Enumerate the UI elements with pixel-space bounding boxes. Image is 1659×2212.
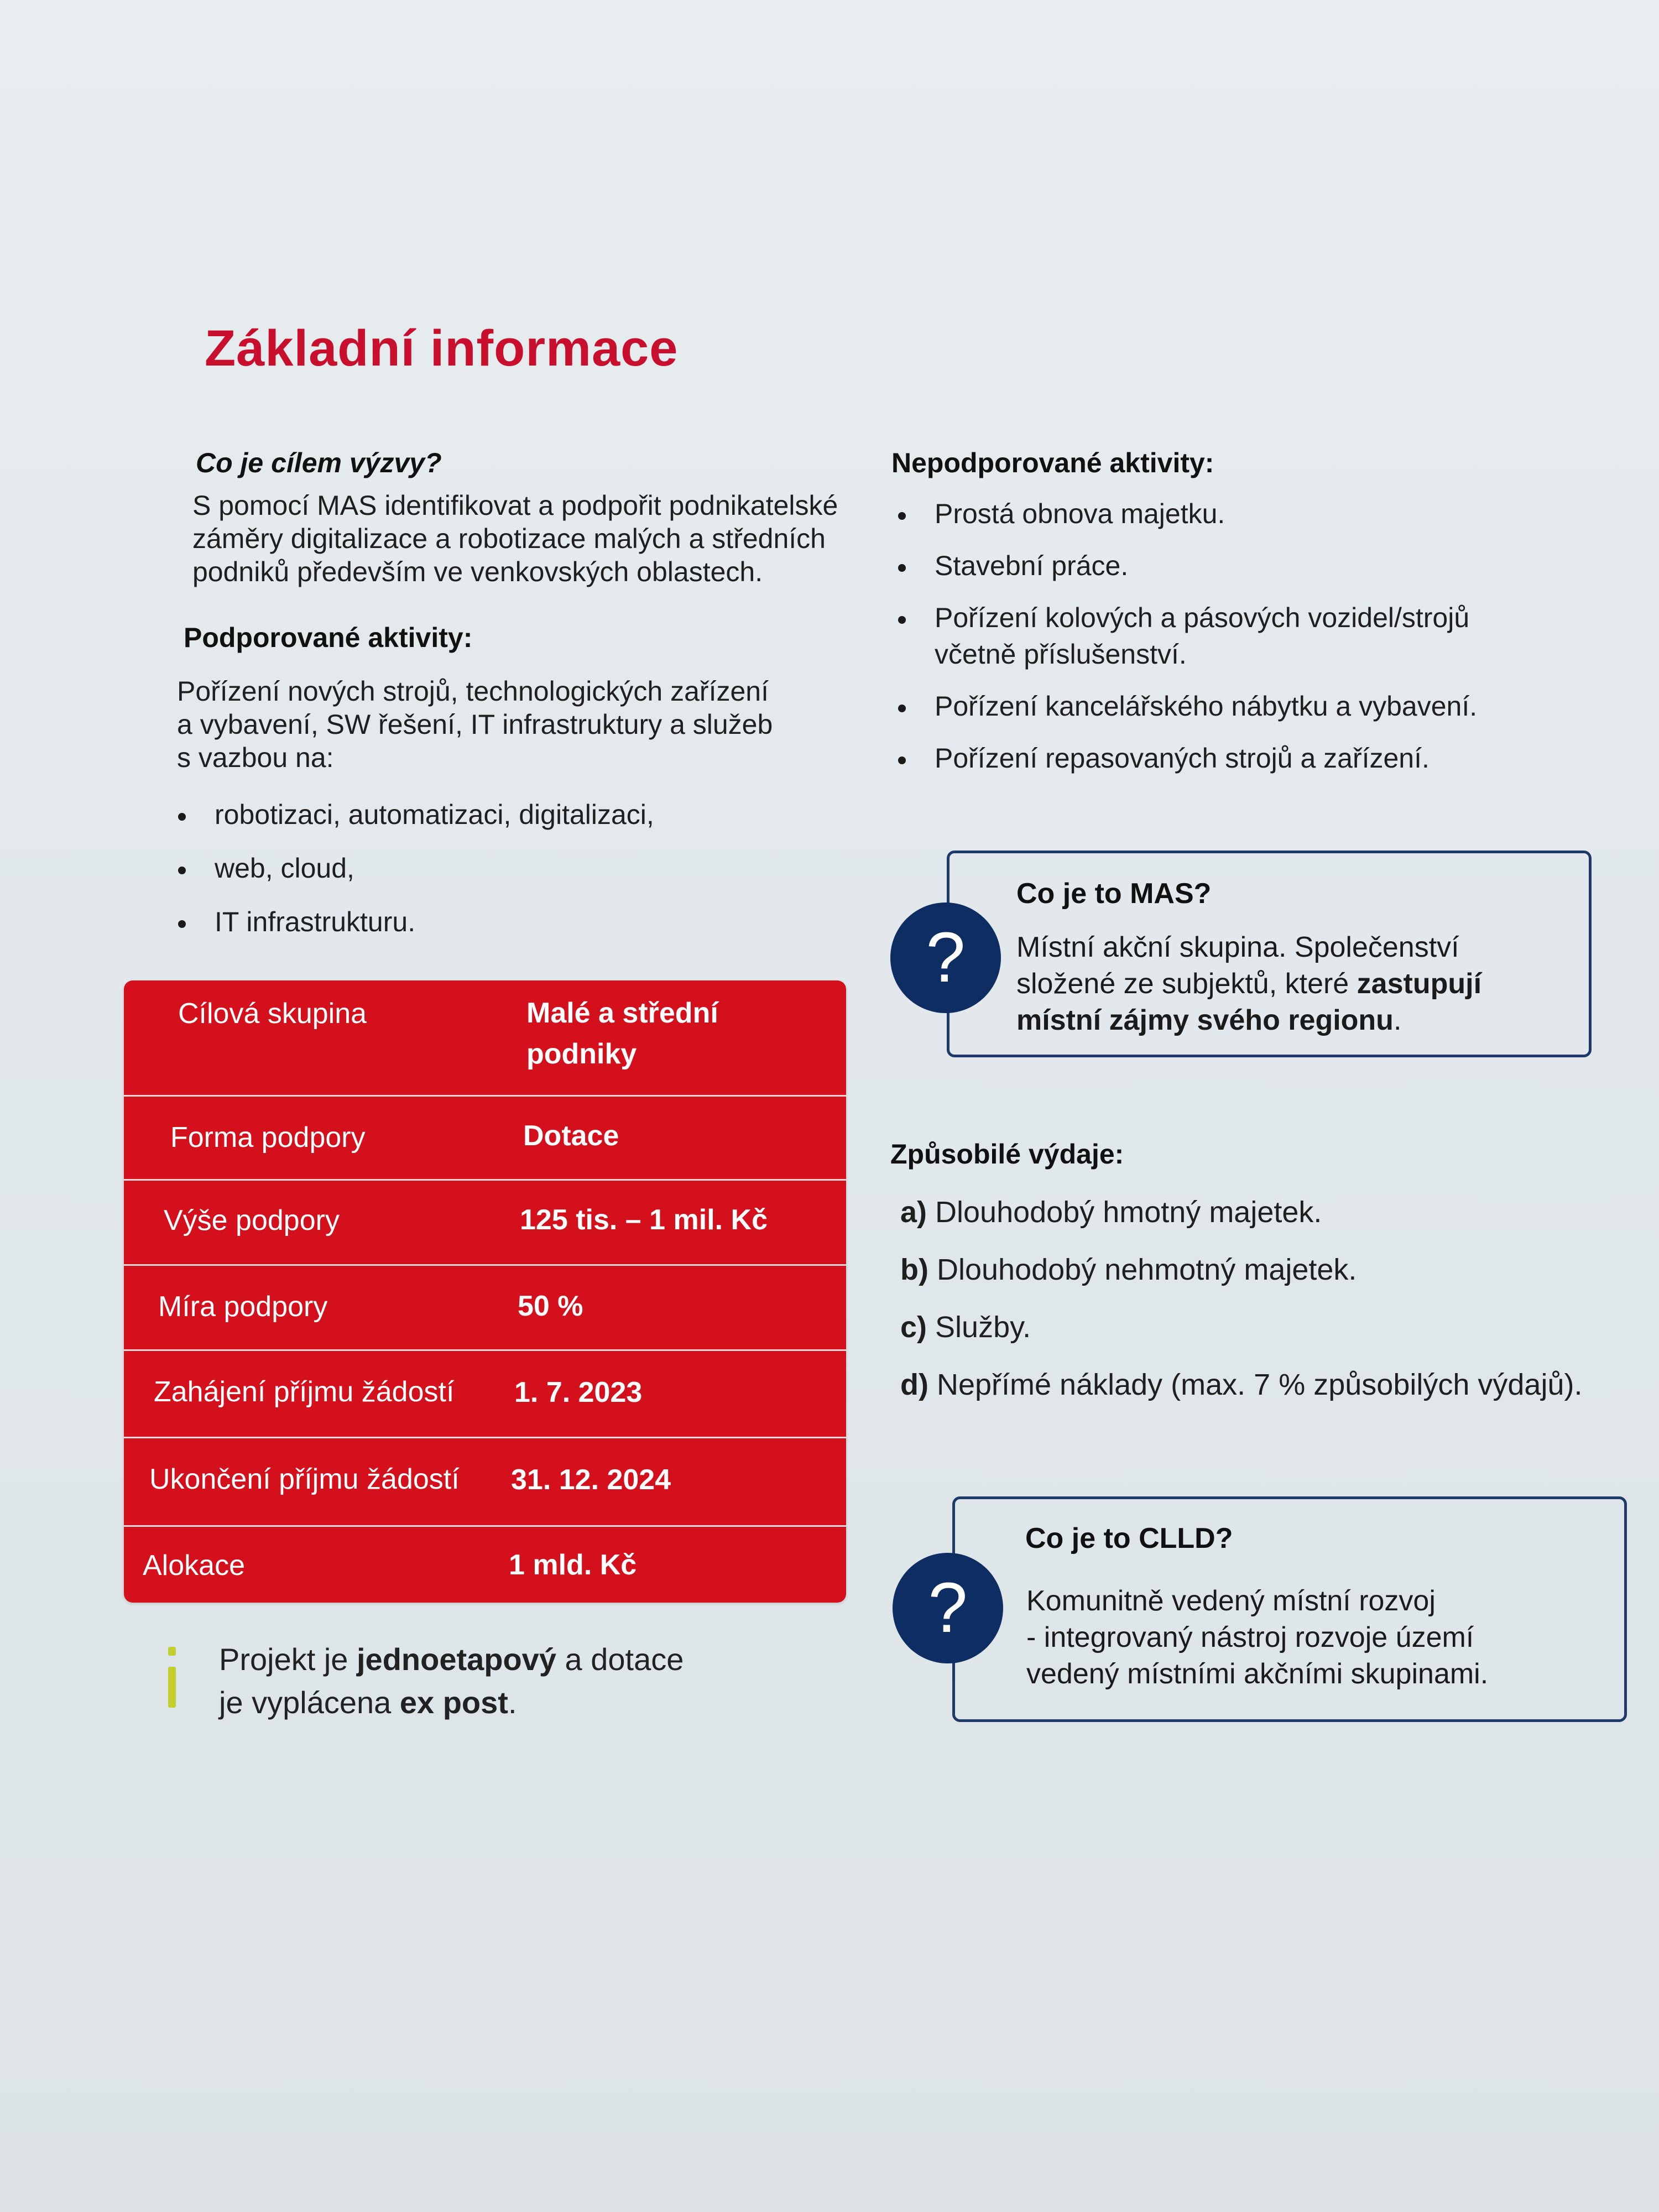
info-table [124,980,846,1603]
table-row [124,1266,846,1351]
project-note: Projekt je jednoetapový a dotace je vyplácena ex post. [219,1642,684,1720]
note-bold: ex post [399,1685,508,1720]
list-item: web, cloud, [215,850,654,886]
table-row-label: Alokace [143,1550,245,1582]
clld-box-text: Komunitně vedený místní rozvoj - integrovaný nástroj rozvoje území vedený místními akčními skupinami. [1026,1585,1489,1690]
supported-heading: Podporované aktivity: [184,622,473,653]
question-mark-icon: ? [893,1553,1003,1663]
table-row-value: 125 tis. – 1 mil. Kč [520,1204,768,1236]
table-row [124,1527,846,1603]
supported-intro-line: Pořízení nových strojů, technologických zařízení [177,676,769,707]
clld-box-title: Co je to CLLD? [1025,1522,1233,1554]
supported-intro [177,675,896,774]
list-item: d) Nepřímé náklady (max. 7 % způsobilých výdajů). [900,1368,1583,1401]
expenses-heading: Způsobilé výdaje: [890,1139,1124,1170]
goal-heading: Co je cílem výzvy? [196,447,442,478]
table-row-value: 50 % [518,1290,583,1322]
table-row [124,980,846,1097]
list-item: Pořízení kancelářského nábytku a vybavení. [935,688,1515,724]
unsupported-list [935,495,1515,792]
list-item: robotizaci, automatizaci, digitalizaci, [215,796,654,833]
list-item: Prostá obnova majetku. [935,495,1515,532]
list-item: a) Dlouhodobý hmotný majetek. [900,1196,1322,1229]
goal-text [192,489,911,588]
table-row [124,1438,846,1527]
goal-line: S pomocí MAS identifikovat a podpořit podnikatelské [192,490,838,521]
info-icon [168,1647,176,1709]
table-row [124,1181,846,1266]
mas-box-text: Místní akční skupina. Společenství složené ze subjektů, které zastupují místní zájmy svého regionu. [1016,931,1482,1036]
expenses-list [900,1192,1582,1422]
list-item: c) Služby. [900,1311,1031,1344]
list-item: Pořízení repasovaných strojů a zařízení. [935,740,1515,776]
page-title: Základní informace [205,320,679,377]
table-row-label: Zahájení příjmu žádostí [154,1376,455,1408]
list-item: Stavební práce. [935,547,1515,584]
table-row-value: 1. 7. 2023 [514,1376,643,1408]
table-row [124,1351,846,1438]
list-item: Pořízení kolových a pásových vozidel/strojů včetně příslušenství. [935,599,1515,672]
table-row [124,1097,846,1181]
table-row-label: Cílová skupina [178,998,367,1030]
table-row-label: Forma podpory [170,1121,366,1154]
supported-list [215,796,654,957]
mas-box-title: Co je to MAS? [1016,878,1212,910]
table-row-value: Dotace [523,1120,619,1152]
table-row-value: 1 mld. Kč [509,1549,637,1581]
list-item: IT infrastrukturu. [215,904,654,940]
table-row-value: Malé a střední podniky [526,997,718,1070]
list-item: b) Dlouhodobý nehmotný majetek. [900,1253,1357,1286]
unsupported-heading: Nepodporované aktivity: [891,447,1214,478]
table-row-label: Míra podpory [158,1291,328,1323]
note-bold: jednoetapový [357,1642,556,1677]
supported-intro-line: s vazbou na: [177,742,334,773]
goal-line: záměry digitalizace a robotizace malých a středních [192,523,826,554]
question-mark-icon: ? [890,902,1001,1013]
table-row-label: Výše podpory [164,1204,340,1237]
supported-intro-line: a vybavení, SW řešení, IT infrastruktury a služeb [177,709,773,740]
table-row-value: 31. 12. 2024 [511,1464,671,1496]
goal-line: podniků především ve venkovských oblastech. [192,556,763,587]
table-row-label: Ukončení příjmu žádostí [149,1463,460,1495]
